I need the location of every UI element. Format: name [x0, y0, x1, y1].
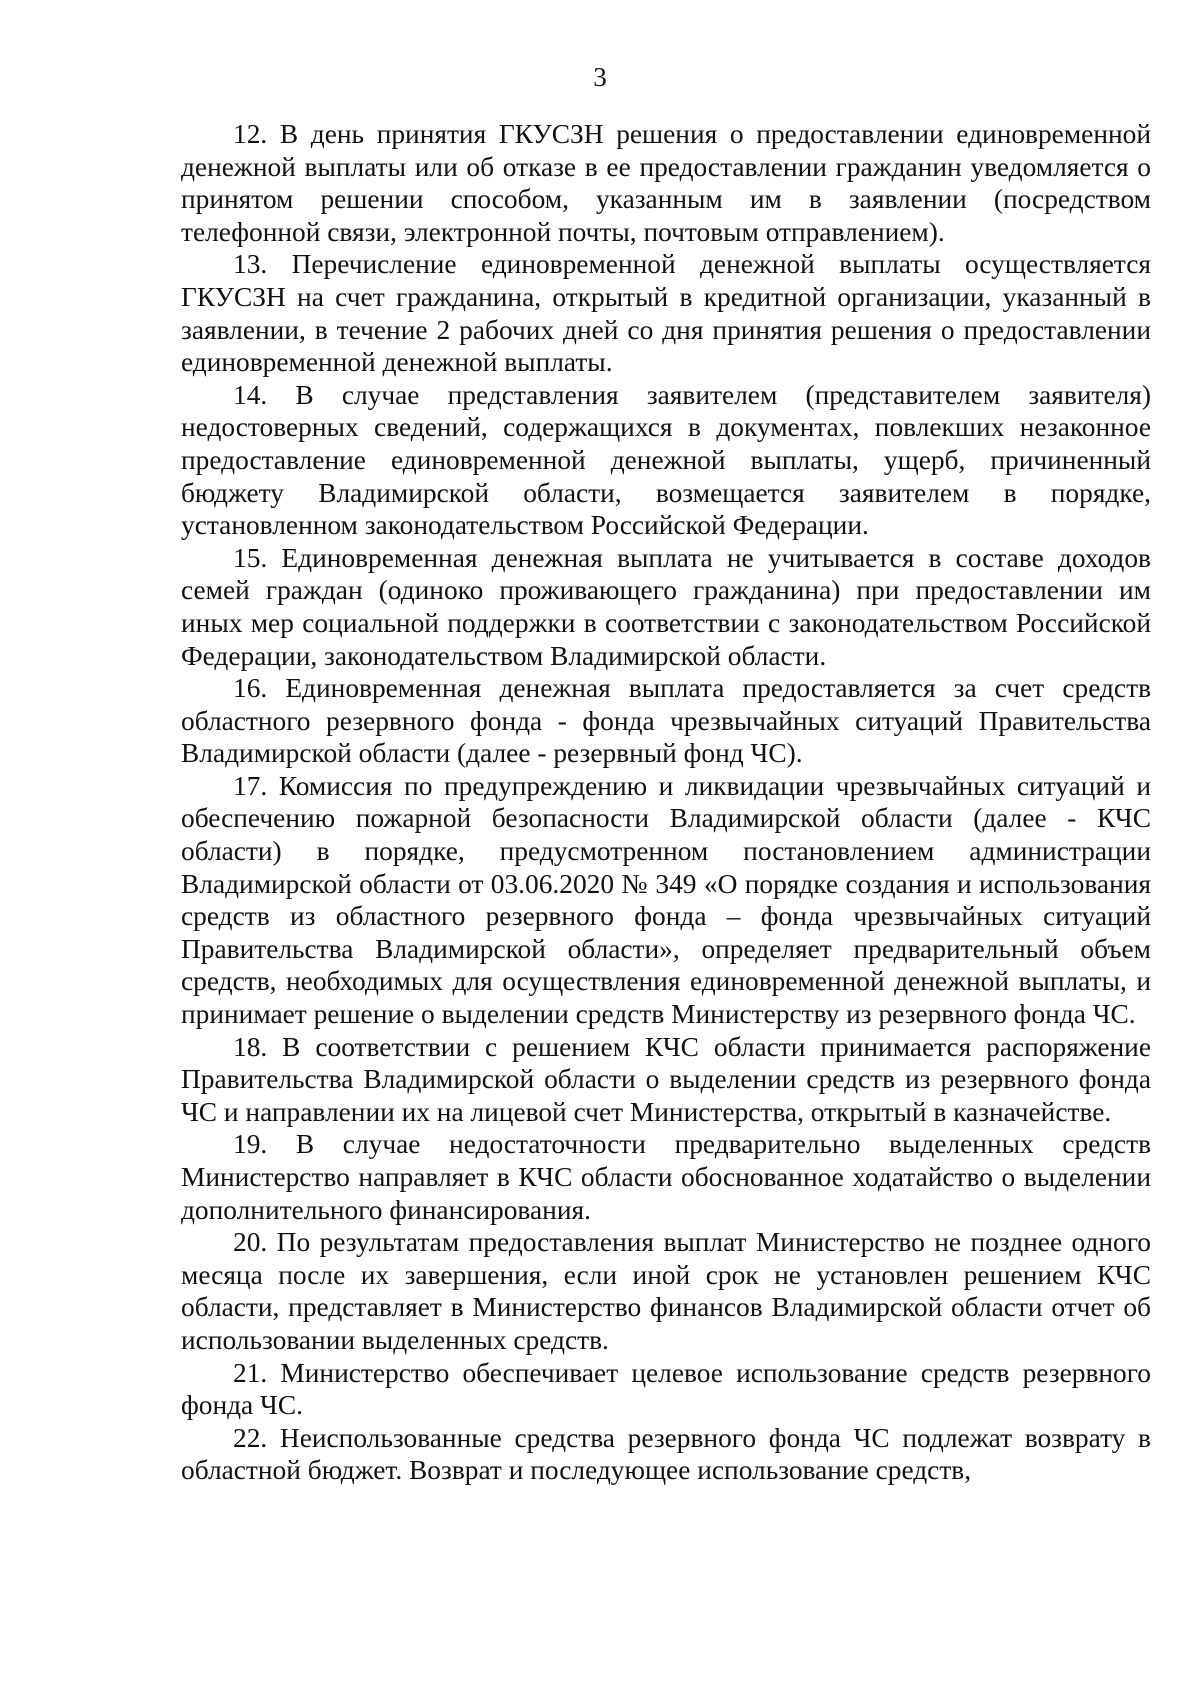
- page-number: 3: [593, 62, 607, 92]
- paragraph-18: 18. В соответствии с решением КЧС области принимается распоряжение Правительства Владимирской области о выделении средств из резервного фонда ЧС и направлении их на лицевой счет Министерства, открытый в казначействе.: [181, 1031, 1151, 1127]
- paragraph-22: 22. Неиспользованные средства резервного фонда ЧС подлежат возврату в областной бюджет. Возврат и последующее использование средств,: [181, 1422, 1151, 1486]
- paragraph-13: 13. Перечисление единовременной денежной выплаты осуществляется ГКУСЗН на счет гражданина, открытый в кредитной организации, указанный в заявлении, в течение 2 рабочих дней со дня принятия решения о предоставлении единовременной денежной выплаты.: [181, 249, 1151, 378]
- document-body: [181, 118, 1151, 1487]
- paragraph-14: 14. В случае представления заявителем (представителем заявителя) недостоверных сведений, содержащихся в документах, повлекших незаконное предоставление единовременной денежной выплаты, ущерб, причиненный бюджету Владимирской области, возмещается заявителем в порядке, установленном законодательством Российской Федерации.: [181, 379, 1151, 541]
- paragraph-16: 16. Единовременная денежная выплата предоставляется за счет средств областного резервного фонда - фонда чрезвычайных ситуаций Правительства Владимирской области (далее - резервный фонд ЧС).: [181, 673, 1151, 769]
- paragraph-21: 21. Министерство обеспечивает целевое использование средств резервного фонда ЧС.: [181, 1357, 1151, 1421]
- paragraph-19: 19. В случае недостаточности предварительно выделенных средств Министерство направляет в КЧС области обоснованное ходатайство о выделении дополнительного финансирования.: [181, 1129, 1151, 1225]
- paragraph-17: 17. Комиссия по предупреждению и ликвидации чрезвычайных ситуаций и обеспечению пожарной безопасности Владимирской области (далее - КЧС области) в порядке, предусмотренном постановлением администрации Владимирской области от 03.06.2020 № 349 «О порядке создания и использования средств из областного резервного фонда – фонда чрезвычайных ситуаций Правительства Владимирской области», определяет предварительный объем средств, необходимых для осуществления единовременной денежной выплаты, и принимает решение о выделении средств Министерству из резервного фонда ЧС.: [181, 770, 1151, 1030]
- paragraph-20: 20. По результатам предоставления выплат Министерство не позднее одного месяца после их завершения, если иной срок не установлен решением КЧС области, представляет в Министерство финансов Владимирской области отчет об использовании выделенных средств.: [181, 1227, 1151, 1355]
- paragraph-15: 15. Единовременная денежная выплата не учитывается в составе доходов семей граждан (одиноко проживающего гражданина) при предоставлении им иных мер социальной поддержки в соответствии с законодательством Российской Федерации, законодательством Владимирской области.: [181, 542, 1151, 671]
- paragraph-12: 12. В день принятия ГКУСЗН решения о предоставлении единовременной денежной выплаты или об отказе в ее предоставлении гражданин уведомляется о принятом решении способом, указанным им в заявлении (посредством телефонной связи, электронной почты, почтовым отправлением).: [181, 119, 1151, 247]
